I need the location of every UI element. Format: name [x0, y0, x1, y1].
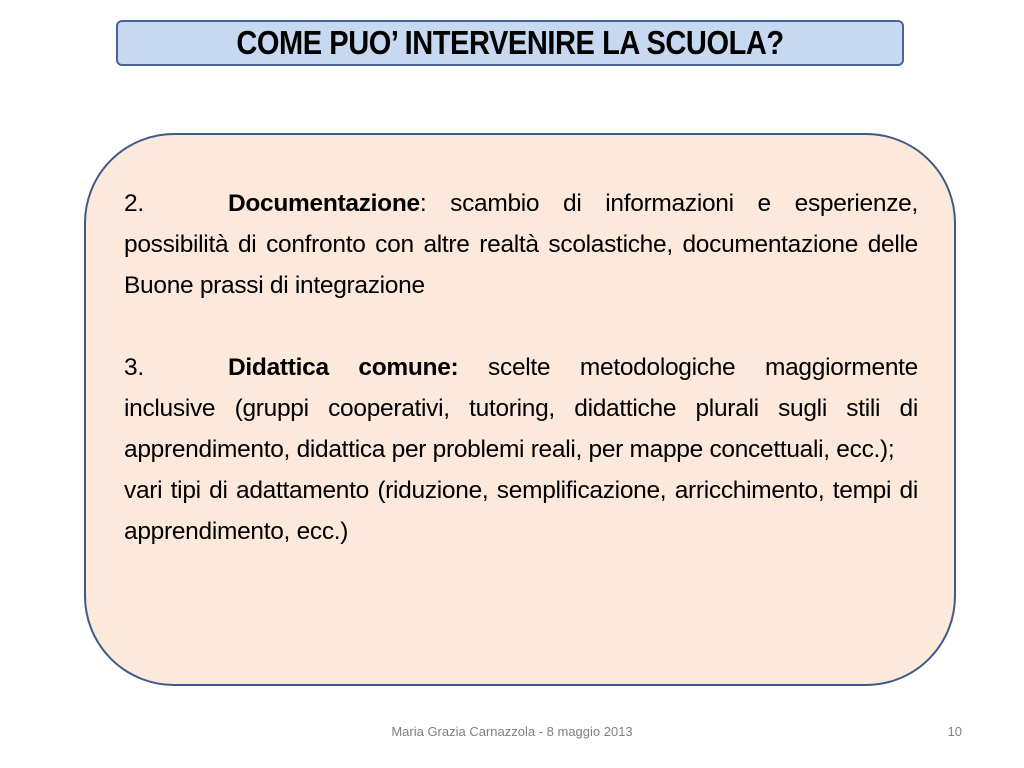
footer-author-date: Maria Grazia Carnazzola - 8 maggio 2013	[391, 724, 633, 739]
item-heading: Didattica comune:	[228, 354, 459, 381]
item-heading: Documentazione	[228, 190, 420, 217]
slide-title: COME PUO’ INTERVENIRE LA SCUOLA?	[236, 24, 784, 61]
item-didattica-comune	[124, 347, 918, 470]
item-text: scambio di informazioni e esperienze, possibilità di confronto con altre realtà scolastiche, documentazione delle Buone prassi di integrazione	[124, 190, 918, 299]
paragraph-spacer	[124, 306, 918, 347]
content-text	[124, 183, 918, 552]
page-number: 10	[947, 724, 962, 739]
item-number: 3.	[124, 354, 144, 381]
item-separator: :	[419, 190, 427, 217]
title-box	[116, 20, 904, 66]
item-number: 2.	[124, 190, 144, 217]
item-documentazione	[124, 183, 918, 306]
content-box	[84, 133, 956, 686]
item-adattamento: vari tipi di adattamento (riduzione, semplificazione, arricchimento, tempi di apprendimento, ecc.)	[124, 477, 918, 545]
item-text: scelte metodologiche maggiormente inclusive (gruppi cooperativi, tutoring, didattiche plurali sugli stili di apprendimento, didattica per problemi reali, per mappe concettuali, ecc.);	[124, 354, 919, 463]
